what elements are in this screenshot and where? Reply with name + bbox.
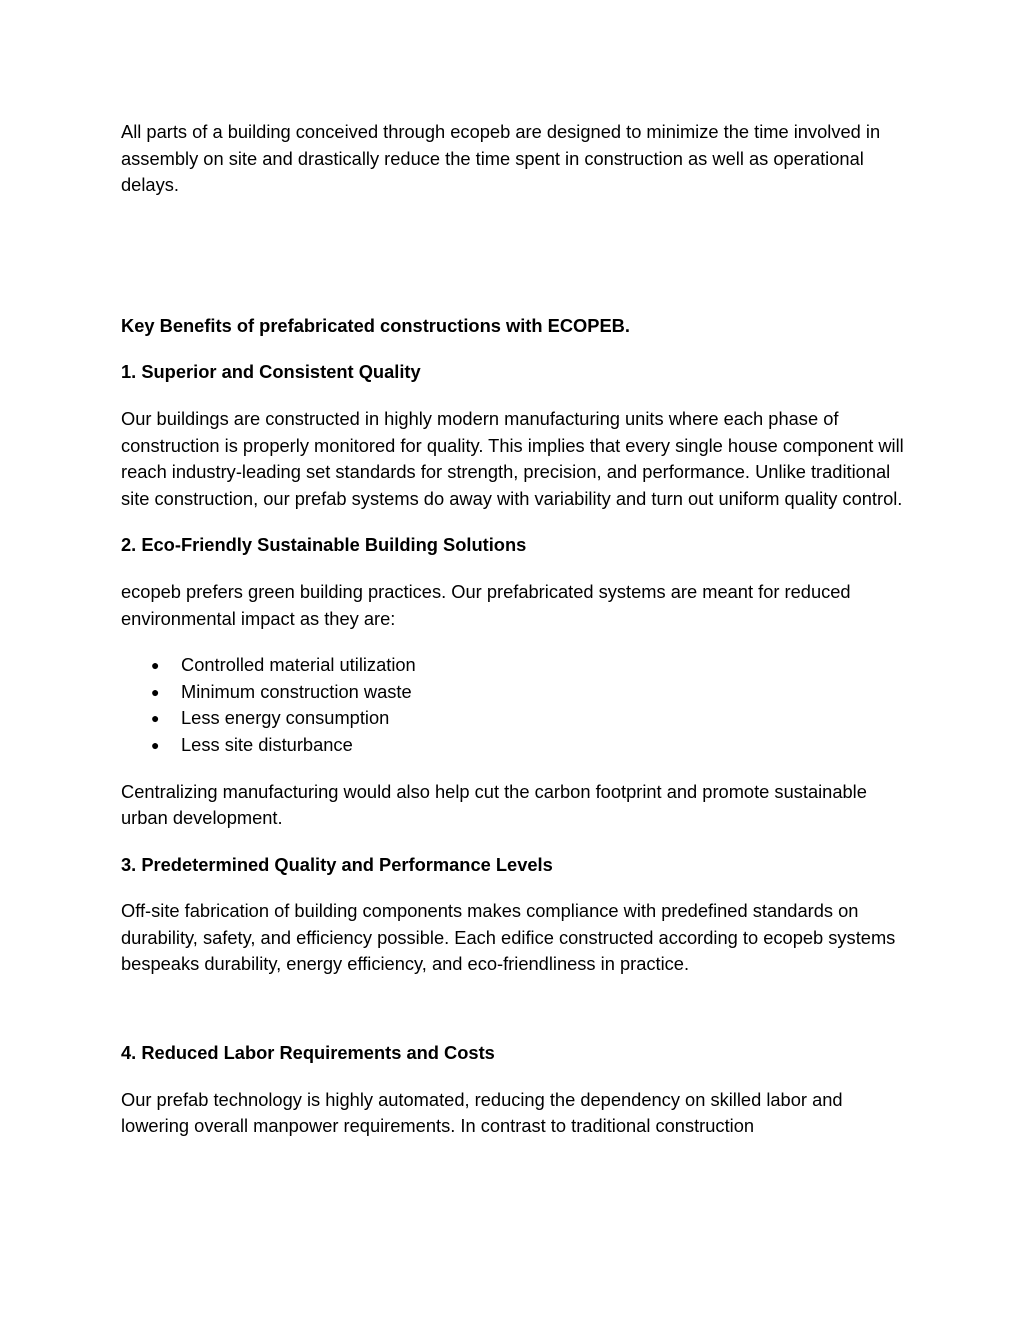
bullet-icon: ● [151,736,160,753]
section-2-body: ecopeb prefers green building practices. Our prefabricated systems are meant for reduced environmental impact as they are: [121,580,851,629]
list-item-text: Controlled material utilization [181,654,416,676]
list-item-text: Less energy consumption [181,707,390,729]
section-3-body: Off-site fabrication of building components makes compliance with predefined standards on durability, safety, and efficiency possible. Each edifice constructed according to ecopeb systems bespeaks durability, energy efficiency, and eco-friendliness in practice. [121,900,896,975]
section-3-heading: 3. Predetermined Quality and Performance Levels [121,853,553,875]
bullet-icon: ● [151,657,160,674]
spacer [121,832,911,852]
spacer [121,759,911,779]
spacer [121,1067,911,1087]
key-benefits-heading: Key Benefits of prefabricated constructions with ECOPEB. [121,314,630,336]
list-item [121,732,911,759]
spacer [121,878,911,898]
bullet-icon: ● [151,710,160,727]
section-2-closing: Centralizing manufacturing would also help cut the carbon footprint and promote sustainable urban development. [121,780,867,829]
intro-paragraph: All parts of a building conceived through ecopeb are designed to minimize the time involved in assembly on site and drastically reduce the time spent in construction as well as operational delays. [121,121,881,196]
section-1-heading: 1. Superior and Consistent Quality [121,361,421,383]
spacer [121,386,911,406]
document-content [121,119,911,1140]
list-item [121,679,911,706]
list-item-text: Less site disturbance [181,733,353,755]
spacer [121,632,911,652]
spacer [121,199,911,313]
section-2-heading: 2. Eco-Friendly Sustainable Building Solutions [121,534,527,556]
spacer [121,559,911,579]
list-item-text: Minimum construction waste [181,680,412,702]
spacer [121,512,911,532]
eco-benefits-list [121,652,911,758]
list-item [121,705,911,732]
section-4-heading: 4. Reduced Labor Requirements and Costs [121,1042,495,1064]
bullet-icon: ● [151,683,160,700]
spacer [121,978,911,1040]
section-1-body: Our buildings are constructed in highly modern manufacturing units where each phase of construction is properly monitored for quality. This implies that every single house component will reach industry-leading set standards for strength, precision, and performance. Unlike traditional site construction, our prefab systems do away with variability and turn out uniform quality control. [121,407,904,509]
section-4-body: Our prefab technology is highly automated, reducing the dependency on skilled labor and lowering overall manpower requirements. In contrast to traditional construction [121,1088,843,1137]
list-item [121,652,911,679]
spacer [121,339,911,359]
